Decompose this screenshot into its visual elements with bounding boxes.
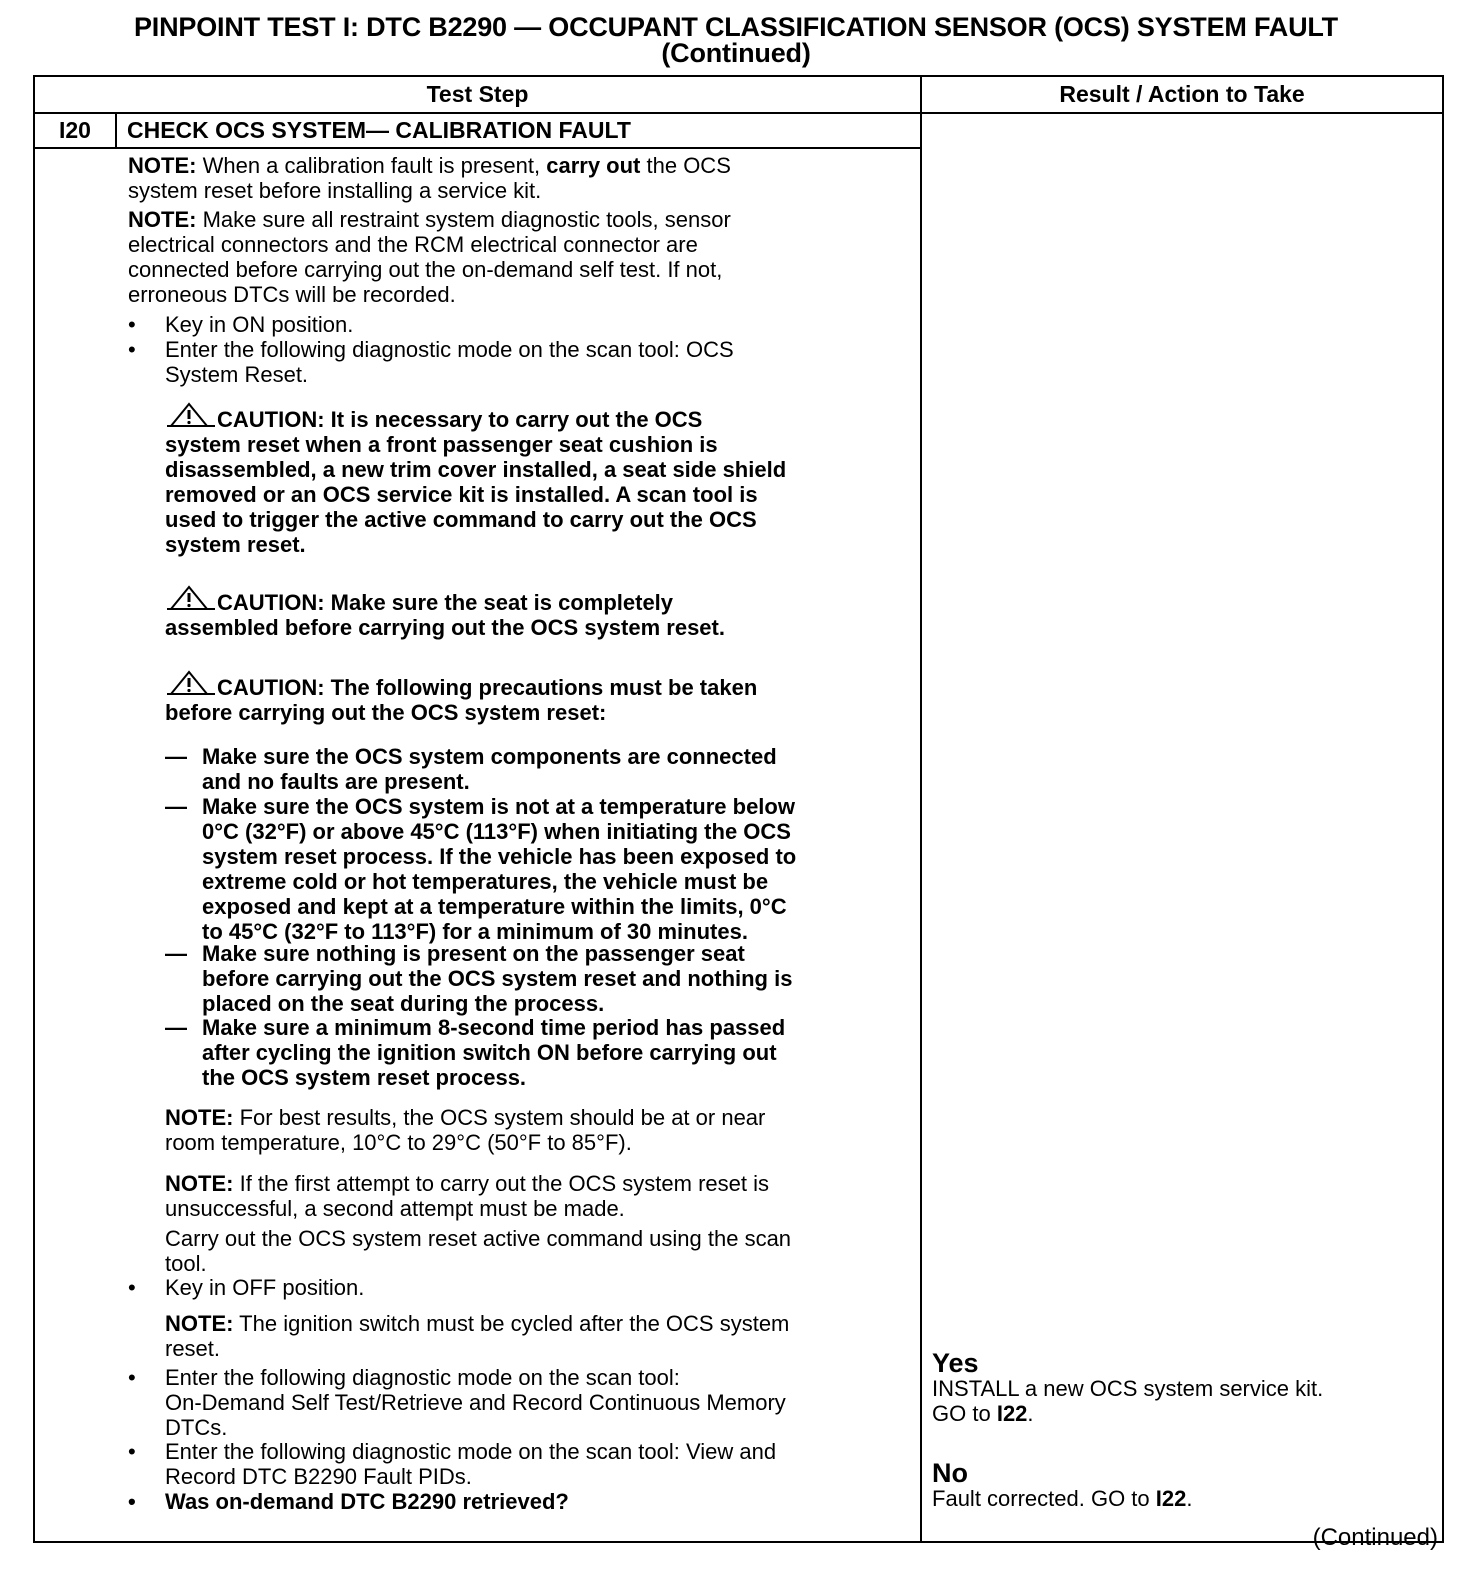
result-cell-top xyxy=(921,113,1443,148)
caution-precautions: CAUTION: The following precautions must be taken before carrying out the OCS system reset: xyxy=(165,670,865,725)
result-cell xyxy=(921,148,1443,1542)
bullet-dot: • xyxy=(128,1365,136,1390)
result-no: No Fault corrected. GO to I22. xyxy=(932,1460,1432,1511)
bullet-dot: • xyxy=(128,1489,136,1514)
step-number: I20 xyxy=(34,113,116,148)
note-ignition-cycle: NOTE: The ignition switch must be cycled after the OCS system reset. xyxy=(165,1311,790,1361)
caution-triangle-icon xyxy=(165,402,217,430)
precaution-item: — Make sure the OCS system is not at a temperature below 0°C (32°F) or above 45°C (113°F) when initiating the OCS system reset process. If the vehicle has been exposed to extreme cold or hot temperatures, the vehicle must be exposed and kept at a temperature within the limits, 0°C to 45°C (32°F to 113°F) for a minimum of 30 minutes. xyxy=(165,794,797,944)
result-yes: Yes INSTALL a new OCS system service kit. GO to I22. xyxy=(932,1350,1432,1426)
bullet-dot: • xyxy=(128,1439,136,1464)
bullet-dot: • xyxy=(128,312,136,337)
step-title: CHECK OCS SYSTEM— CALIBRATION FAULT xyxy=(116,113,921,148)
bullet-dot: • xyxy=(128,337,136,362)
goto-link-i22[interactable]: I22 xyxy=(1155,1486,1187,1511)
precaution-item: — Make sure nothing is present on the passenger seat before carrying out the OCS system reset and nothing is placed on the seat during the process. xyxy=(165,941,793,1016)
precaution-item: — Make sure the OCS system components are connected and no faults are present. xyxy=(165,744,777,794)
precaution-item: — Make sure a minimum 8-second time period has passed after cycling the ignition switch ON before carrying out the OCS system reset process. xyxy=(165,1015,786,1090)
bullet-ocs-reset-mode: • Enter the following diagnostic mode on the scan tool: OCS System Reset. xyxy=(128,337,734,387)
note-label: NOTE: xyxy=(128,153,197,178)
caution-triangle-icon xyxy=(165,670,217,698)
instruction-carry-out-reset: Carry out the OCS system reset active command using the scan tool. xyxy=(165,1226,792,1276)
pinpoint-test-table xyxy=(33,75,1444,1543)
page-title: PINPOINT TEST I: DTC B2290 — OCCUPANT CLASSIFICATION SENSOR (OCS) SYSTEM FAULT xyxy=(134,12,1338,42)
column-header-result: Result / Action to Take xyxy=(921,76,1443,113)
step-body xyxy=(34,148,921,1542)
bullet-key-off: • Key in OFF position. xyxy=(128,1275,365,1300)
page-subtitle-continued: (Continued) xyxy=(661,38,811,68)
bullet-key-on: • Key in ON position. xyxy=(128,312,354,337)
note-label: NOTE: xyxy=(165,1171,234,1196)
note-connectors: NOTE: Make sure all restraint system diagnostic tools, sensor electrical connectors and the RCM electrical connector are connected before carrying out the on-demand self test. If not, erroneous DTCs will be recorded. xyxy=(128,207,731,307)
note-second-attempt: NOTE: If the first attempt to carry out the OCS system reset is unsuccessful, a second attempt must be made. xyxy=(165,1171,769,1221)
caution-seat-assembled: CAUTION: Make sure the seat is completely assembled before carrying out the OCS system reset. xyxy=(165,585,845,640)
note-room-temperature: NOTE: For best results, the OCS system should be at or near room temperature, 10°C to 29°C (50°F to 85°F). xyxy=(165,1105,766,1155)
bullet-question: • Was on-demand DTC B2290 retrieved? xyxy=(128,1489,569,1514)
goto-link-i22[interactable]: I22 xyxy=(996,1401,1028,1426)
note-label: NOTE: xyxy=(165,1311,234,1336)
caution-triangle-icon xyxy=(165,585,217,613)
bullet-dot: • xyxy=(128,1275,136,1300)
result-yes-heading: Yes xyxy=(932,1348,979,1378)
continued-footer: (Continued) xyxy=(1312,1524,1438,1551)
bullet-self-test-mode: • Enter the following diagnostic mode on the scan tool: On-Demand Self Test/Retrieve and Record Continuous Memory DTCs. xyxy=(128,1365,786,1440)
note-label: NOTE: xyxy=(128,207,197,232)
caution-reset-required: CAUTION: It is necessary to carry out the OCS system reset when a front passenger seat cushion is disassembled, a new trim cover installed, a seat side shield removed or an OCS service kit is installed. A scan tool is used to trigger the active command to carry out the OCS system reset. xyxy=(165,402,845,557)
column-header-test-step: Test Step xyxy=(34,76,921,113)
note-calibration-fault: NOTE: When a calibration fault is present, carry out the OCS system reset before installing a service kit. xyxy=(128,153,731,203)
note-label: NOTE: xyxy=(165,1105,234,1130)
bullet-view-pids-mode: • Enter the following diagnostic mode on the scan tool: View and Record DTC B2290 Fault PIDs. xyxy=(128,1439,777,1489)
result-no-heading: No xyxy=(932,1458,969,1488)
